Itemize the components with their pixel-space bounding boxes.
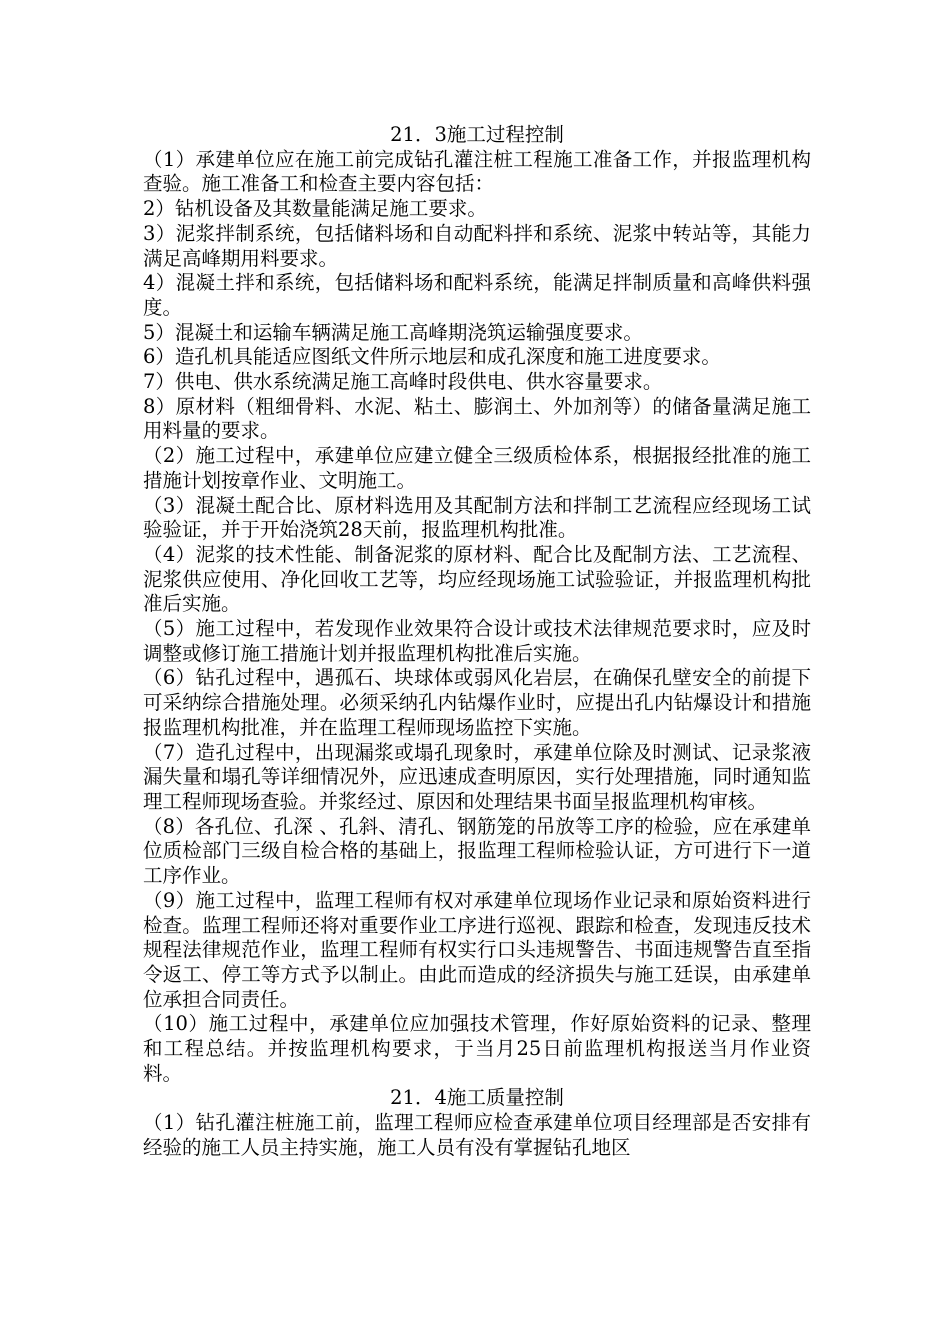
list-item: 8）原材料（粗细骨料、水泥、粘土、膨润土、外加剂等）的储备量满足施工用料量的要求。 — [143, 394, 811, 443]
paragraph: （7）造孔过程中，出现漏浆或塌孔现象时，承建单位除及时测试、记录浆液漏失量和塌孔等详细情况外，应迅速成查明原因，实行处理措施，同时通知监理工程师现场查验。并浆经过、原因和处理结果书面呈报监理机构审核。 — [143, 740, 811, 813]
paragraph: （10）施工过程中，承建单位应加强技术管理，作好原始资料的记录、整理和工程总结。并按监理机构要求，于当月25日前监理机构报送当月作业资料。 — [143, 1012, 811, 1085]
list-item: 6）造孔机具能适应图纸文件所示地层和成孔深度和施工进度要求。 — [143, 345, 721, 369]
document-page — [143, 123, 811, 1161]
paragraph: （2）施工过程中，承建单位应建立健全三级质检体系，根据报经批准的施工措施计划按章作业、文明施工。 — [143, 444, 811, 492]
paragraph: （3）混凝土配合比、原材料选用及其配制方法和拌制工艺流程应经现场工试验验证，并于开始浇筑28天前，报监理机构批准。 — [143, 493, 811, 542]
section-heading: 21．3施工过程控制 — [390, 123, 564, 146]
paragraph: （1）承建单位应在施工前完成钻孔灌注桩工程施工准备工作，并报监理机构查验。施工准备工和检查主要内容包括： — [143, 147, 811, 196]
list-item: 7）供电、供水系统满足施工高峰时段供电、供水容量要求。 — [143, 370, 663, 394]
list-item: 4）混凝土拌和系统，包括储料场和配料系统，能满足拌制质量和高峰供料强度。 — [143, 271, 811, 319]
paragraph: （9）施工过程中，监理工程师有权对承建单位现场作业记录和原始资料进行检查。监理工程师还将对重要作业工序进行巡视、跟踪和检查，发现违反技术规程法律规范作业，监理工程师有权实行口头违规警告、书面违规警告直至指令返工、停工等方式予以制止。由此而造成的经济损失与施工廷误，由承建单位承担合同责任。 — [143, 888, 811, 1011]
paragraph: （6）钻孔过程中，遇孤石、块球体或弱风化岩层，在确保孔壁安全的前提下可采纳综合措施处理。必须采纳孔内钻爆作业时，应提出孔内钻爆设计和措施报监理机构批准，并在监理工程师现场监控下实施。 — [143, 666, 811, 739]
section-heading: 21．4施工质量控制 — [390, 1086, 564, 1110]
list-item: 5）混凝土和运输车辆满足施工高峰期浇筑运输强度要求。 — [143, 320, 643, 344]
list-item: 3）泥浆拌制系统，包括储料场和自动配料拌和系统、泥浆中转站等，其能力满足高峰期用料要求。 — [143, 221, 811, 270]
list-item: 2）钻机设备及其数量能满足施工要求。 — [143, 197, 487, 221]
paragraph: （1）钻孔灌注桩施工前，监理工程师应检查承建单位项目经理部是否安排有经验的施工人员主持实施，施工人员有没有掌握钻孔地区 — [143, 1111, 811, 1159]
paragraph: （8）各孔位、孔深 、孔斜、清孔、钢筋笼的吊放等工序的检验，应在承建单位质检部门三级自检合格的基础上，报监理工程师检验认证，方可进行下一道工序作业。 — [143, 814, 811, 888]
paragraph: （4）泥浆的技术性能、制备泥浆的原材料、配合比及配制方法、工艺流程、泥浆供应使用、净化回收工艺等，均应经现场施工试验验证，并报监理机构批准后实施。 — [143, 542, 811, 616]
paragraph: （5）施工过程中，若发现作业效果符合设计或技术法律规范要求时，应及时调整或修订施工措施计划并报监理机构批准后实施。 — [143, 617, 811, 665]
